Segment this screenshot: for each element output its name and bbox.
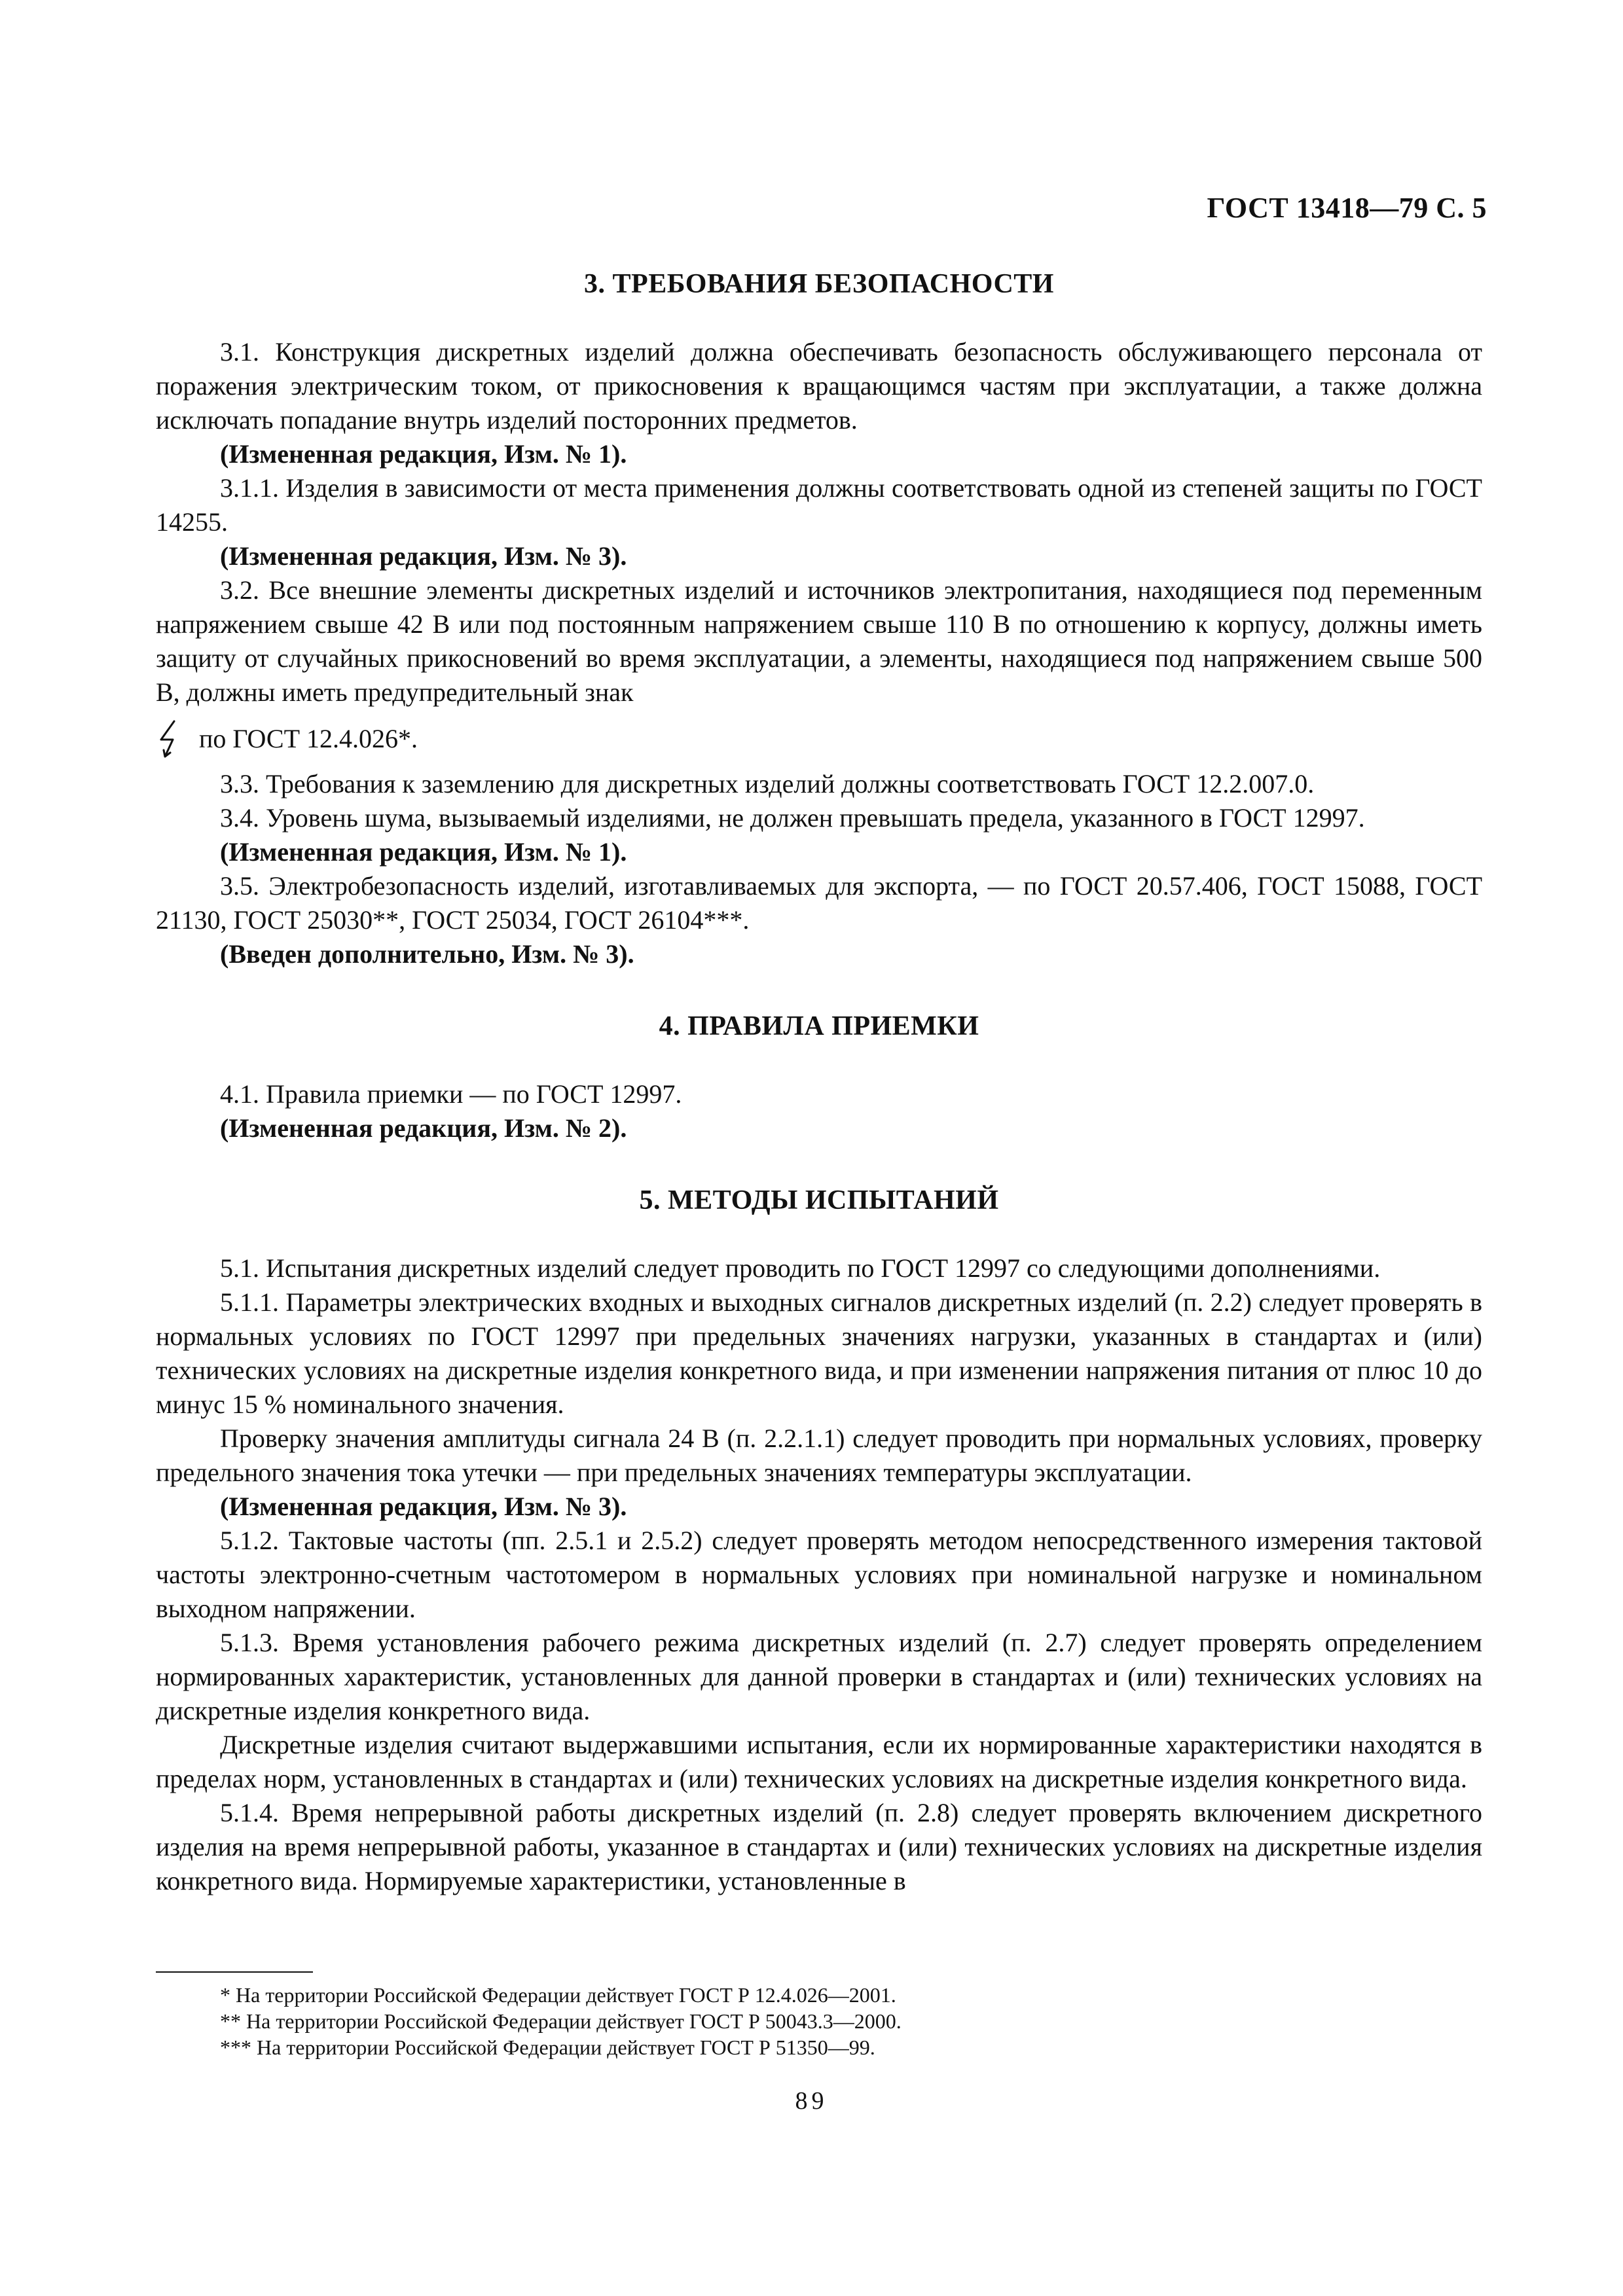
footnote: * На территории Российской Федерации действует ГОСТ Р 12.4.026—2001.	[220, 1983, 896, 2007]
paragraph-3-1: 3.1. Конструкция дискретных изделий должна обеспечивать безопасность обслуживающего персонала от поражения электрическим током, от прикосновения к вращающимся частям при эксплуатации, а также должна исключать попадание внутрь изделий посторонних предметов.	[156, 337, 1482, 435]
document-body	[156, 267, 1482, 1898]
amendment-note: (Измененная редакция, Изм. № 2).	[220, 1113, 627, 1143]
paragraph-5-1-1-b: Проверку значения амплитуды сигнала 24 В (п. 2.2.1.1) следует проводить при нормальных условиях, проверку предельного значения тока утечки — при предельных значениях температуры эксплуатации.	[156, 1424, 1482, 1487]
paragraph-5-1-1: 5.1.1. Параметры электрических входных и выходных сигналов дискретных изделий (п. 2.2) следует проверять в нормальных условиях по ГОСТ 12997 при предельных значениях нагрузки, указанных в стандартах и (или) технических условиях на дискретные изделия конкретного вида, и при изменении напряжения питания от плюс 10 до минус 15 % номинального значения.	[156, 1287, 1482, 1419]
amendment-note: (Введен дополнительно, Изм. № 3).	[220, 939, 634, 969]
section-4-title: 4. ПРАВИЛА ПРИЕМКИ	[659, 1011, 979, 1041]
page-header: ГОСТ 13418—79 С. 5	[1207, 192, 1487, 224]
paragraph-5-1-3: 5.1.3. Время установления рабочего режима дискретных изделий (п. 2.7) следует проверять определением нормированных характеристик, установленных для данной проверки в стандартах и (или) технических условиях на дискретные изделия конкретного вида.	[156, 1628, 1482, 1725]
warning-sign-reference: по ГОСТ 12.4.026*.	[199, 724, 418, 753]
footnote: ** На территории Российской Федерации действует ГОСТ Р 50043.3—2000.	[220, 2009, 902, 2033]
warning-sign-line	[156, 720, 1482, 758]
footnote: *** На территории Российской Федерации действует ГОСТ Р 51350—99.	[220, 2036, 875, 2059]
page-number: 89	[795, 2087, 828, 2115]
paragraph-3-2: 3.2. Все внешние элементы дискретных изделий и источников электропитания, находящиеся под переменным напряжением свыше 42 В или под постоянным напряжением свыше 110 В по отношению к корпусу, должны иметь защиту от случайных прикосновений во время эксплуатации, а элементы, находящиеся под напряжением свыше 500 В, должны иметь предупредительный знак	[156, 575, 1482, 707]
paragraph-5-1: 5.1. Испытания дискретных изделий следует проводить по ГОСТ 12997 со следующими дополнениями.	[220, 1253, 1381, 1283]
amendment-note: (Измененная редакция, Изм. № 3).	[220, 541, 627, 571]
paragraph-3-3: 3.3. Требования к заземлению для дискретных изделий должны соответствовать ГОСТ 12.2.007.0.	[220, 769, 1315, 798]
footnotes	[156, 1971, 1482, 2060]
lightning-warning-icon	[156, 720, 185, 758]
amendment-note: (Измененная редакция, Изм. № 1).	[220, 837, 627, 867]
section-3-title: 3. ТРЕБОВАНИЯ БЕЗОПАСНОСТИ	[584, 269, 1054, 299]
amendment-note: (Измененная редакция, Изм. № 3).	[220, 1492, 627, 1521]
paragraph-3-1-1: 3.1.1. Изделия в зависимости от места применения должны соответствовать одной из степеней защиты по ГОСТ 14255.	[156, 473, 1482, 537]
footnote-rule	[156, 1971, 313, 1973]
paragraph-5-1-2: 5.1.2. Тактовые частоты (пп. 2.5.1 и 2.5.2) следует проверять методом непосредственного измерения тактовой частоты электронно-счетным частотомером в нормальных условиях при номинальной нагрузке и номинальном выходном напряжении.	[156, 1526, 1482, 1623]
paragraph-4-1: 4.1. Правила приемки — по ГОСТ 12997.	[220, 1079, 682, 1109]
section-5-title: 5. МЕТОДЫ ИСПЫТАНИЙ	[639, 1185, 999, 1215]
paragraph-5-1-4: 5.1.4. Время непрерывной работы дискретных изделий (п. 2.8) следует проверять включением дискретного изделия на время непрерывной работы, указанное в стандартах и (или) технических условиях на дискретные изделия конкретного вида. Нормируемые характеристики, установленные в	[156, 1798, 1482, 1895]
paragraph-3-5: 3.5. Электробезопасность изделий, изготавливаемых для экспорта, — по ГОСТ 20.57.406, ГОСТ 15088, ГОСТ 21130, ГОСТ 25030**, ГОСТ 25034, ГОСТ 26104***.	[156, 871, 1482, 935]
amendment-note: (Измененная редакция, Изм. № 1).	[220, 439, 627, 469]
paragraph-5-1-3-b: Дискретные изделия считают выдержавшими испытания, если их нормированные характеристики находятся в пределах норм, установленных в стандартах и (или) технических условиях на дискретные изделия конкретного вида.	[156, 1730, 1482, 1793]
paragraph-3-4: 3.4. Уровень шума, вызываемый изделиями, не должен превышать предела, указанного в ГОСТ 12997.	[220, 803, 1365, 833]
